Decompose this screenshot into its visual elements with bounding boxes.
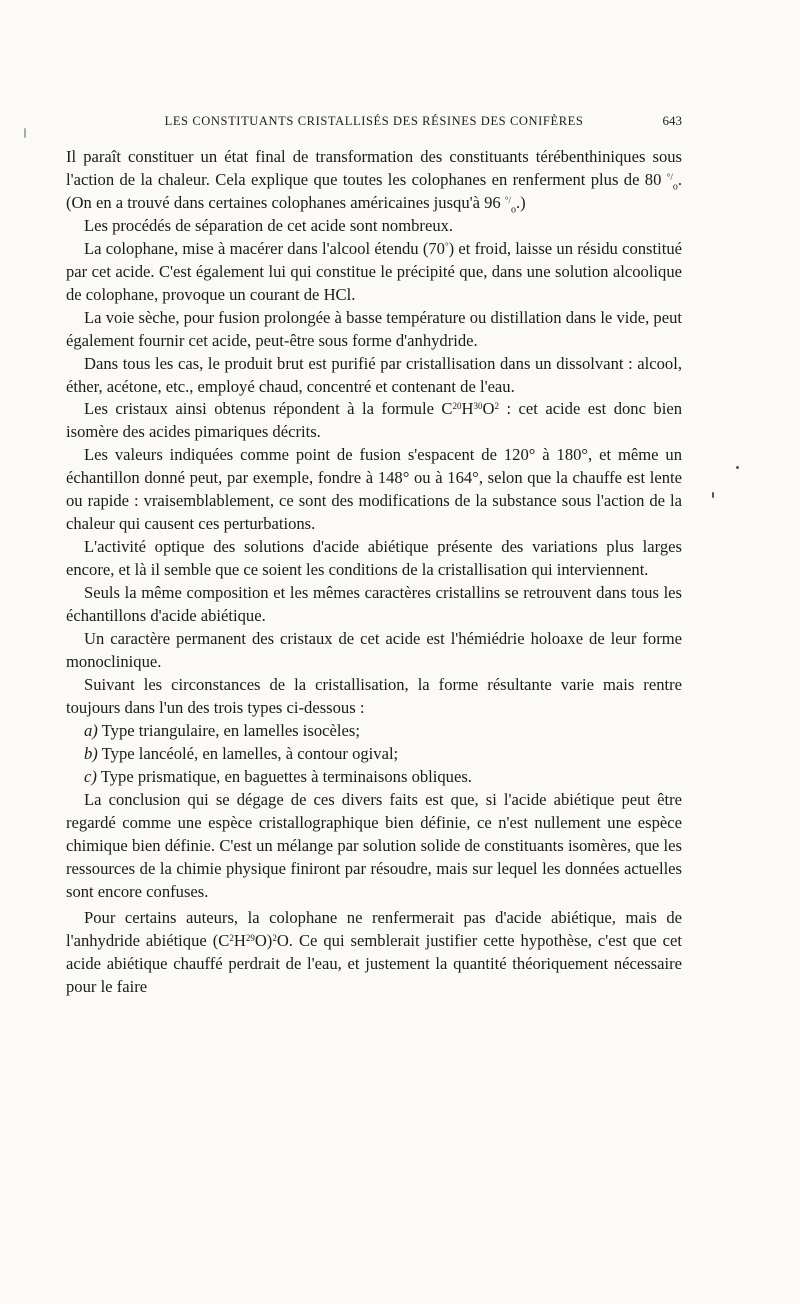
paragraph-4: La voie sèche, pour fusion prolongée à basse température ou distillation dans le vide, peut également fournir cet acide, peut-être sous forme d'anhydride. [66,307,682,350]
page-header [66,113,682,129]
paragraph-6: Les cristaux ainsi obtenus répondent à la formule $C^{20}H^{30}O^2$ : cet acide est donc bien isomère des acides pimariques décrits. [66,399,682,442]
paragraph-12: La conclusion qui se dégage de ces divers faits est que, si l'acide abiétique peut être regardé comme une espèce cristallographique bien définie, ce n'est nullement une espèce chimique bien définie. C'est un mélange par solution solide de constituants isomères, que les ressources de la chimie physique finiront par résoudre, mais sur lequel les données actuelles sont encore confuses. [66,789,682,901]
paragraph-7: Les valeurs indiquées comme point de fusion s'espacent de 120° à 180°, et même un échantillon donné peut, par exemple, fondre à 148° ou à 164°, selon que la chauffe est lente ou rapide : vraisemblablement, ce sont des modifications de la substance sous l'action de la chaleur qui causent ces perturbations. [66,445,682,534]
list-item-b: b) Type lancéolé, en lamelles, à contour ogival; [84,743,399,763]
paragraph-11: Suivant les circonstances de la cristallisation, la forme résultante varie mais rentre toujours dans l'un des trois types ci-dessous : [66,674,682,717]
paragraph-13: Pour certains auteurs, la colophane ne renfermerait pas d'acide abiétique, mais de l'anhydride abiétique $(C^2H^{29}O)^2O$. Ce qui semblerait justifier cette hypothèse, c'est que cet acide abiétique chauffé perdrait de l'eau, et justement la quantité théoriquement nécessaire pour le faire [66,908,682,997]
running-title: LES CONSTITUANTS CRISTALLISÉS DES RÉSINES DES CONIFÈRES [164,114,584,128]
body-text [66,146,682,999]
list-item-c: c) Type prismatique, en baguettes à terminaisons obliques. [84,766,472,786]
paragraph-5: Dans tous les cas, le produit brut est purifié par cristallisation dans un dissolvant : alcool, éther, acétone, etc., employé chaud, concentré et contenant de l'eau. [66,353,682,396]
paragraph-3: La colophane, mise à macérer dans l'alcool étendu (70°) et froid, laisse un résidu constitué par cet acide. C'est également lui qui constitue le précipité que, dans une solution alcoolique de colophane, provoque un courant de HCl. [66,238,682,304]
paragraph-9: Seuls la même composition et les mêmes caractères cristallins se retrouvent dans tous les échantillons d'acide abiétique. [66,583,682,626]
page-number: 643 [662,113,682,128]
paragraph-10: Un caractère permanent des cristaux de cet acide est l'hémiédrie holoaxe de leur forme monoclinique. [66,629,682,671]
list-item-a: a) Type triangulaire, en lamelles isocèles; [84,720,360,740]
paragraph-1: Il paraît constituer un état final de transformation des constituants térébenthiniques sous l'action de la chaleur. Cela explique que toutes les colophanes en renferment plus de 80 °/$_o$. (On en a trouvé dans certaines colophanes américaines jusqu'à 96 °/$_o$.) [66,147,682,216]
scan-speck [712,492,714,498]
scan-speck [736,466,739,469]
paragraph-8: L'activité optique des solutions d'acide abiétique présente des variations plus larges encore, et là il semble que ce soient les conditions de la cristallisation qui interviennent. [66,537,682,580]
scan-speck [24,128,26,138]
paragraph-2: Les procédés de séparation de cet acide sont nombreux. [84,215,454,235]
